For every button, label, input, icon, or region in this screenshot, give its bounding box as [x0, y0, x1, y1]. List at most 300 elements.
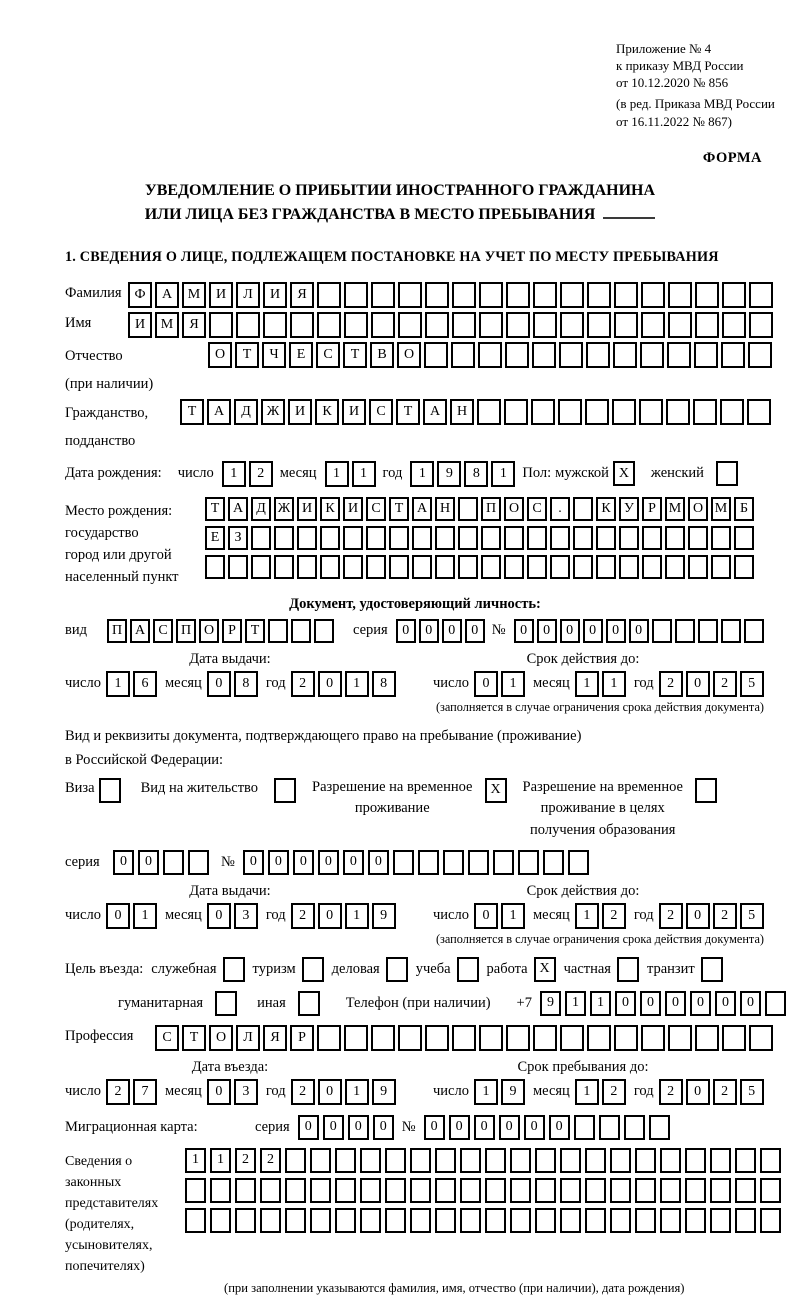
char-box[interactable] — [506, 282, 530, 308]
char-box[interactable]: 0 — [465, 619, 485, 643]
char-box[interactable]: Я — [182, 312, 206, 338]
char-box[interactable]: 2 — [235, 1148, 256, 1173]
purpose-transit-checkbox[interactable] — [701, 957, 723, 982]
char-box[interactable]: 0 — [113, 850, 134, 875]
char-box[interactable] — [614, 312, 638, 338]
char-box[interactable] — [285, 1178, 306, 1203]
char-box[interactable] — [748, 342, 772, 368]
char-box[interactable]: 1 — [575, 903, 599, 929]
char-box[interactable] — [533, 1025, 557, 1051]
char-box[interactable] — [693, 399, 717, 425]
char-box[interactable] — [314, 619, 334, 643]
char-box[interactable] — [543, 850, 564, 875]
char-box[interactable] — [642, 555, 662, 579]
char-box[interactable]: А — [412, 497, 432, 521]
char-box[interactable] — [760, 1178, 781, 1203]
char-box[interactable]: О — [208, 342, 232, 368]
char-box[interactable] — [610, 1178, 631, 1203]
char-box[interactable]: 0 — [318, 1079, 342, 1105]
char-box[interactable] — [531, 399, 555, 425]
char-box[interactable] — [344, 282, 368, 308]
char-box[interactable] — [274, 526, 294, 550]
sex-female-checkbox[interactable] — [716, 461, 738, 486]
char-box[interactable]: 0 — [318, 903, 342, 929]
char-box[interactable] — [310, 1148, 331, 1173]
char-box[interactable] — [478, 342, 502, 368]
char-box[interactable] — [335, 1178, 356, 1203]
char-box[interactable]: С — [153, 619, 173, 643]
char-box[interactable]: 1 — [575, 671, 599, 697]
char-box[interactable]: 0 — [243, 850, 264, 875]
char-box[interactable] — [596, 526, 616, 550]
char-box[interactable]: С — [155, 1025, 179, 1051]
char-box[interactable] — [586, 342, 610, 368]
char-box[interactable] — [668, 282, 692, 308]
char-box[interactable] — [418, 850, 439, 875]
char-box[interactable] — [343, 526, 363, 550]
char-box[interactable]: 0 — [715, 991, 736, 1016]
purpose-private-checkbox[interactable] — [617, 957, 639, 982]
char-box[interactable]: И — [209, 282, 233, 308]
char-box[interactable] — [290, 312, 314, 338]
char-box[interactable] — [263, 312, 287, 338]
char-box[interactable] — [587, 1025, 611, 1051]
char-box[interactable] — [560, 1025, 584, 1051]
char-box[interactable] — [360, 1208, 381, 1233]
char-box[interactable]: Т — [205, 497, 225, 521]
char-box[interactable] — [452, 282, 476, 308]
char-box[interactable] — [320, 555, 340, 579]
char-box[interactable]: 0 — [740, 991, 761, 1016]
char-box[interactable] — [550, 555, 570, 579]
char-box[interactable]: 0 — [665, 991, 686, 1016]
char-box[interactable]: Б — [734, 497, 754, 521]
char-box[interactable] — [765, 991, 786, 1016]
char-box[interactable] — [535, 1178, 556, 1203]
purpose-business-checkbox[interactable] — [386, 957, 408, 982]
char-box[interactable] — [389, 526, 409, 550]
char-box[interactable] — [504, 555, 524, 579]
char-box[interactable] — [527, 555, 547, 579]
char-box[interactable] — [251, 555, 271, 579]
char-box[interactable]: 0 — [640, 991, 661, 1016]
char-box[interactable] — [688, 526, 708, 550]
purpose-tourism-checkbox[interactable] — [302, 957, 324, 982]
char-box[interactable]: 0 — [514, 619, 534, 643]
char-box[interactable] — [458, 555, 478, 579]
char-box[interactable] — [660, 1178, 681, 1203]
char-box[interactable]: Я — [290, 282, 314, 308]
char-box[interactable] — [506, 312, 530, 338]
char-box[interactable]: Е — [205, 526, 225, 550]
char-box[interactable] — [451, 342, 475, 368]
char-box[interactable]: Д — [251, 497, 271, 521]
char-box[interactable] — [749, 312, 773, 338]
char-box[interactable] — [493, 850, 514, 875]
char-box[interactable]: О — [504, 497, 524, 521]
purpose-study-checkbox[interactable] — [457, 957, 479, 982]
char-box[interactable] — [210, 1208, 231, 1233]
char-box[interactable]: 0 — [106, 903, 130, 929]
char-box[interactable]: О — [209, 1025, 233, 1051]
char-box[interactable] — [412, 555, 432, 579]
char-box[interactable]: 0 — [442, 619, 462, 643]
char-box[interactable] — [510, 1178, 531, 1203]
char-box[interactable]: 0 — [690, 991, 711, 1016]
char-box[interactable] — [260, 1178, 281, 1203]
char-box[interactable] — [297, 526, 317, 550]
char-box[interactable] — [310, 1208, 331, 1233]
char-box[interactable] — [485, 1208, 506, 1233]
char-box[interactable] — [385, 1178, 406, 1203]
char-box[interactable] — [235, 1208, 256, 1233]
char-box[interactable]: Т — [389, 497, 409, 521]
char-box[interactable] — [412, 526, 432, 550]
char-box[interactable] — [443, 850, 464, 875]
char-box[interactable] — [479, 312, 503, 338]
char-box[interactable] — [297, 555, 317, 579]
char-box[interactable]: Л — [236, 282, 260, 308]
char-box[interactable]: 3 — [234, 1079, 258, 1105]
char-box[interactable] — [641, 1025, 665, 1051]
char-box[interactable] — [317, 282, 341, 308]
char-box[interactable] — [260, 1208, 281, 1233]
char-box[interactable]: 0 — [207, 1079, 231, 1105]
char-box[interactable]: О — [397, 342, 421, 368]
char-box[interactable] — [389, 555, 409, 579]
char-box[interactable] — [460, 1178, 481, 1203]
char-box[interactable]: 1 — [325, 461, 349, 487]
char-box[interactable]: 0 — [207, 903, 231, 929]
char-box[interactable]: И — [297, 497, 317, 521]
purpose-other-checkbox[interactable] — [298, 991, 320, 1016]
char-box[interactable]: 1 — [185, 1148, 206, 1173]
char-box[interactable] — [535, 1148, 556, 1173]
char-box[interactable]: У — [619, 497, 639, 521]
char-box[interactable]: С — [366, 497, 386, 521]
char-box[interactable] — [668, 312, 692, 338]
char-box[interactable] — [585, 399, 609, 425]
char-box[interactable]: 2 — [106, 1079, 130, 1105]
char-box[interactable] — [366, 526, 386, 550]
char-box[interactable] — [285, 1208, 306, 1233]
char-box[interactable]: А — [130, 619, 150, 643]
char-box[interactable]: 2 — [291, 671, 315, 697]
char-box[interactable] — [410, 1178, 431, 1203]
char-box[interactable] — [251, 526, 271, 550]
char-box[interactable]: К — [315, 399, 339, 425]
char-box[interactable]: 1 — [602, 671, 626, 697]
char-box[interactable] — [685, 1148, 706, 1173]
char-box[interactable]: 2 — [602, 903, 626, 929]
char-box[interactable]: Ч — [262, 342, 286, 368]
char-box[interactable]: 0 — [549, 1115, 570, 1140]
char-box[interactable]: 9 — [372, 1079, 396, 1105]
char-box[interactable] — [641, 282, 665, 308]
char-box[interactable] — [504, 526, 524, 550]
char-box[interactable] — [424, 342, 448, 368]
char-box[interactable] — [485, 1178, 506, 1203]
char-box[interactable]: 0 — [686, 903, 710, 929]
char-box[interactable] — [425, 1025, 449, 1051]
char-box[interactable] — [587, 282, 611, 308]
char-box[interactable] — [506, 1025, 530, 1051]
char-box[interactable] — [185, 1208, 206, 1233]
char-box[interactable]: Е — [289, 342, 313, 368]
char-box[interactable] — [711, 555, 731, 579]
char-box[interactable]: 0 — [298, 1115, 319, 1140]
char-box[interactable] — [660, 1208, 681, 1233]
char-box[interactable] — [573, 526, 593, 550]
char-box[interactable] — [481, 555, 501, 579]
char-box[interactable] — [398, 1025, 422, 1051]
char-box[interactable] — [747, 399, 771, 425]
char-box[interactable]: М — [711, 497, 731, 521]
char-box[interactable] — [694, 342, 718, 368]
char-box[interactable] — [435, 526, 455, 550]
char-box[interactable] — [573, 555, 593, 579]
char-box[interactable] — [635, 1148, 656, 1173]
char-box[interactable]: 2 — [291, 1079, 315, 1105]
char-box[interactable]: А — [207, 399, 231, 425]
char-box[interactable]: А — [155, 282, 179, 308]
char-box[interactable]: 2 — [602, 1079, 626, 1105]
char-box[interactable]: 8 — [464, 461, 488, 487]
char-box[interactable]: 1 — [222, 461, 246, 487]
char-box[interactable] — [610, 1148, 631, 1173]
char-box[interactable] — [735, 1208, 756, 1233]
char-box[interactable]: 0 — [499, 1115, 520, 1140]
char-box[interactable] — [641, 312, 665, 338]
char-box[interactable] — [652, 619, 672, 643]
char-box[interactable] — [320, 526, 340, 550]
char-box[interactable]: 0 — [686, 1079, 710, 1105]
char-box[interactable] — [532, 342, 556, 368]
char-box[interactable]: 1 — [501, 671, 525, 697]
char-box[interactable]: Д — [234, 399, 258, 425]
char-box[interactable]: 2 — [713, 671, 737, 697]
char-box[interactable]: 0 — [268, 850, 289, 875]
char-box[interactable]: А — [423, 399, 447, 425]
char-box[interactable]: 0 — [373, 1115, 394, 1140]
char-box[interactable]: Р — [222, 619, 242, 643]
char-box[interactable] — [366, 555, 386, 579]
char-box[interactable]: Т — [245, 619, 265, 643]
temp-residence-permit-checkbox[interactable]: X — [485, 778, 507, 803]
char-box[interactable]: 1 — [410, 461, 434, 487]
char-box[interactable] — [639, 399, 663, 425]
char-box[interactable] — [477, 399, 501, 425]
char-box[interactable] — [711, 526, 731, 550]
char-box[interactable] — [343, 555, 363, 579]
char-box[interactable]: И — [128, 312, 152, 338]
char-box[interactable] — [619, 526, 639, 550]
char-box[interactable] — [574, 1115, 595, 1140]
temp-residence-edu-checkbox[interactable] — [695, 778, 717, 803]
char-box[interactable]: 0 — [583, 619, 603, 643]
char-box[interactable] — [560, 312, 584, 338]
char-box[interactable] — [710, 1148, 731, 1173]
char-box[interactable]: 2 — [249, 461, 273, 487]
char-box[interactable] — [695, 312, 719, 338]
char-box[interactable] — [760, 1148, 781, 1173]
char-box[interactable] — [518, 850, 539, 875]
char-box[interactable] — [665, 555, 685, 579]
char-box[interactable]: 1 — [133, 903, 157, 929]
char-box[interactable]: О — [688, 497, 708, 521]
char-box[interactable] — [385, 1208, 406, 1233]
char-box[interactable] — [344, 1025, 368, 1051]
char-box[interactable] — [558, 399, 582, 425]
char-box[interactable] — [585, 1208, 606, 1233]
char-box[interactable] — [585, 1178, 606, 1203]
char-box[interactable] — [721, 619, 741, 643]
char-box[interactable] — [385, 1148, 406, 1173]
char-box[interactable]: 6 — [133, 671, 157, 697]
char-box[interactable] — [398, 282, 422, 308]
char-box[interactable] — [722, 312, 746, 338]
char-box[interactable] — [635, 1208, 656, 1233]
visa-checkbox[interactable] — [99, 778, 121, 803]
char-box[interactable]: И — [263, 282, 287, 308]
char-box[interactable] — [560, 1208, 581, 1233]
char-box[interactable]: . — [550, 497, 570, 521]
char-box[interactable] — [685, 1178, 706, 1203]
char-box[interactable] — [285, 1148, 306, 1173]
char-box[interactable] — [360, 1148, 381, 1173]
char-box[interactable] — [452, 1025, 476, 1051]
char-box[interactable] — [510, 1208, 531, 1233]
char-box[interactable]: 0 — [318, 850, 339, 875]
char-box[interactable]: Р — [290, 1025, 314, 1051]
char-box[interactable] — [666, 399, 690, 425]
char-box[interactable] — [550, 526, 570, 550]
char-box[interactable] — [481, 526, 501, 550]
char-box[interactable]: И — [342, 399, 366, 425]
char-box[interactable]: 5 — [740, 1079, 764, 1105]
char-box[interactable]: 0 — [629, 619, 649, 643]
sex-male-checkbox[interactable]: X — [613, 461, 635, 486]
char-box[interactable] — [209, 312, 233, 338]
char-box[interactable] — [527, 526, 547, 550]
char-box[interactable]: М — [155, 312, 179, 338]
char-box[interactable] — [360, 1178, 381, 1203]
char-box[interactable]: И — [288, 399, 312, 425]
char-box[interactable] — [425, 282, 449, 308]
char-box[interactable] — [613, 342, 637, 368]
char-box[interactable] — [560, 1178, 581, 1203]
char-box[interactable] — [614, 282, 638, 308]
residence-permit-checkbox[interactable] — [274, 778, 296, 803]
char-box[interactable]: 9 — [501, 1079, 525, 1105]
char-box[interactable]: О — [199, 619, 219, 643]
char-box[interactable] — [749, 282, 773, 308]
char-box[interactable] — [642, 526, 662, 550]
char-box[interactable]: Н — [435, 497, 455, 521]
char-box[interactable]: 2 — [659, 671, 683, 697]
char-box[interactable]: 1 — [210, 1148, 231, 1173]
char-box[interactable]: 0 — [419, 619, 439, 643]
char-box[interactable] — [596, 555, 616, 579]
char-box[interactable]: 0 — [560, 619, 580, 643]
char-box[interactable] — [619, 555, 639, 579]
char-box[interactable]: 0 — [368, 850, 389, 875]
char-box[interactable]: Ж — [261, 399, 285, 425]
char-box[interactable]: 0 — [424, 1115, 445, 1140]
char-box[interactable] — [344, 312, 368, 338]
char-box[interactable] — [371, 312, 395, 338]
char-box[interactable]: Ж — [274, 497, 294, 521]
char-box[interactable]: А — [228, 497, 248, 521]
char-box[interactable] — [559, 342, 583, 368]
char-box[interactable] — [274, 555, 294, 579]
char-box[interactable] — [568, 850, 589, 875]
char-box[interactable] — [410, 1208, 431, 1233]
char-box[interactable] — [205, 555, 225, 579]
char-box[interactable]: 1 — [106, 671, 130, 697]
char-box[interactable]: 9 — [540, 991, 561, 1016]
char-box[interactable] — [479, 282, 503, 308]
char-box[interactable] — [236, 312, 260, 338]
char-box[interactable] — [585, 1148, 606, 1173]
char-box[interactable] — [460, 1208, 481, 1233]
char-box[interactable] — [435, 1208, 456, 1233]
char-box[interactable] — [649, 1115, 670, 1140]
char-box[interactable] — [468, 850, 489, 875]
char-box[interactable]: 0 — [615, 991, 636, 1016]
char-box[interactable] — [398, 312, 422, 338]
char-box[interactable] — [410, 1148, 431, 1173]
char-box[interactable] — [533, 312, 557, 338]
char-box[interactable] — [425, 312, 449, 338]
char-box[interactable]: Я — [263, 1025, 287, 1051]
char-box[interactable] — [228, 555, 248, 579]
char-box[interactable] — [735, 1148, 756, 1173]
char-box[interactable] — [720, 399, 744, 425]
char-box[interactable] — [235, 1178, 256, 1203]
char-box[interactable]: 1 — [590, 991, 611, 1016]
char-box[interactable]: 1 — [565, 991, 586, 1016]
char-box[interactable] — [695, 1025, 719, 1051]
char-box[interactable]: 0 — [207, 671, 231, 697]
char-box[interactable] — [640, 342, 664, 368]
char-box[interactable]: Т — [182, 1025, 206, 1051]
char-box[interactable]: 9 — [372, 903, 396, 929]
char-box[interactable] — [335, 1208, 356, 1233]
char-box[interactable] — [335, 1148, 356, 1173]
char-box[interactable]: 2 — [713, 1079, 737, 1105]
char-box[interactable] — [317, 312, 341, 338]
char-box[interactable] — [452, 312, 476, 338]
char-box[interactable] — [560, 1148, 581, 1173]
char-box[interactable] — [458, 526, 478, 550]
char-box[interactable]: М — [182, 282, 206, 308]
char-box[interactable] — [665, 526, 685, 550]
char-box[interactable] — [435, 1178, 456, 1203]
char-box[interactable] — [485, 1148, 506, 1173]
char-box[interactable]: К — [320, 497, 340, 521]
char-box[interactable] — [695, 282, 719, 308]
char-box[interactable] — [504, 399, 528, 425]
char-box[interactable]: Л — [236, 1025, 260, 1051]
purpose-humanitarian-checkbox[interactable] — [215, 991, 237, 1016]
char-box[interactable] — [317, 1025, 341, 1051]
char-box[interactable]: 5 — [740, 903, 764, 929]
char-box[interactable] — [210, 1178, 231, 1203]
char-box[interactable]: Т — [396, 399, 420, 425]
char-box[interactable] — [185, 1178, 206, 1203]
char-box[interactable] — [435, 1148, 456, 1173]
